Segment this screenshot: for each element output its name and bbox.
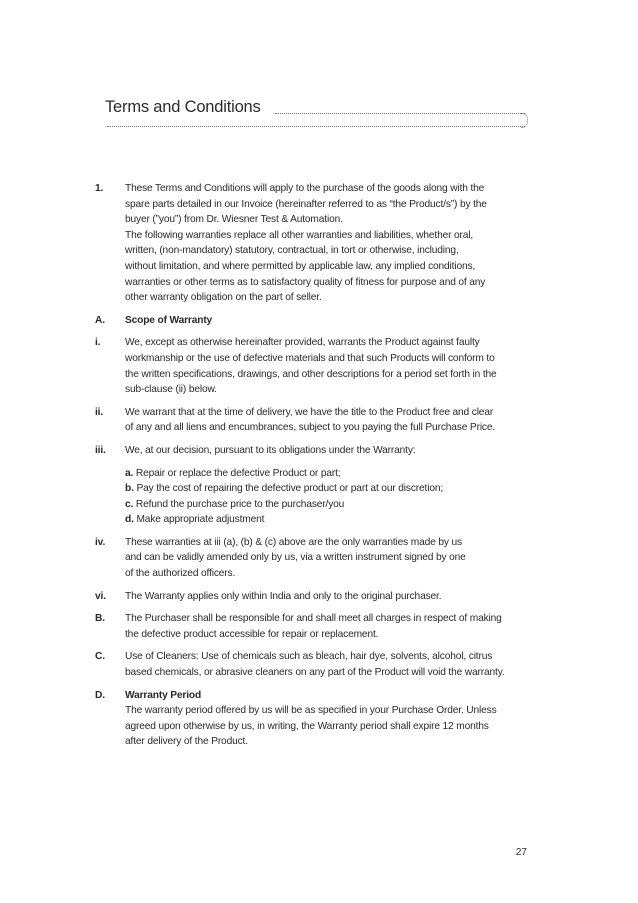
clause-line: These Terms and Conditions will apply to the purchase of the goods along with the (125, 183, 485, 194)
clause-line: without limitation, and where permitted by applicable law, any implied conditions, (125, 260, 476, 272)
remedy-label: c. (125, 498, 134, 510)
remedy-text: Repair or replace the defective Product or part; (135, 467, 341, 479)
remedy-label: a. (125, 467, 134, 479)
clause-line: after delivery of the Product. (125, 736, 248, 748)
clause-line: the written specifications, drawings, and other descriptions for a period set forth in the (125, 368, 497, 380)
clause-line: of any and all liens and encumbrances, subject to you paying the full Purchase Price. (125, 422, 496, 434)
section-a-heading (95, 313, 540, 329)
clause-text (125, 443, 540, 528)
title-dotted-corner (521, 113, 528, 128)
terms-list (95, 181, 540, 757)
clause-line: based chemicals, or abrasive cleaners on any part of the Product will void the warranty. (125, 667, 505, 679)
remedy-text: Refund the purchase price to the purchaser/you (135, 498, 345, 510)
section-marker: A. (95, 314, 105, 326)
remedy-label: b. (125, 483, 134, 495)
clause-text (125, 589, 540, 605)
remedy-text: Make appropriate adjustment (136, 514, 265, 526)
clause-line: We, at our decision, pursuant to its obligations under the Warranty: (125, 444, 416, 456)
clause-ii (95, 405, 540, 436)
clause-text (125, 405, 540, 436)
clause-vi (95, 589, 540, 605)
clause-line: The Warranty applies only within India and only to the original purchaser. (125, 590, 442, 602)
clause-text (125, 649, 540, 680)
clause-d (95, 688, 540, 750)
clause-marker: C. (95, 651, 105, 663)
clause-line: and can be validly amended only by us, via a written instrument signed by one (125, 552, 466, 564)
clause-text (125, 181, 540, 306)
remedy-list (125, 466, 540, 528)
clause-line: the defective product accessible for repair or replacement. (125, 628, 379, 640)
clause-line: sub-clause (ii) below. (125, 384, 217, 396)
clause-line: warranties or other terms as to satisfactory quality of fitness for purpose and of any (125, 276, 486, 288)
clause-i (95, 335, 540, 397)
clause-line: workmanship or the use of defective materials and that such Products will conform to (125, 352, 495, 364)
remedy-item (125, 481, 540, 497)
clause-line: written, (non-mandatory) statutory, contractual, in tort or otherwise, including, (125, 245, 459, 257)
clause-line: These warranties at iii (a), (b) & (c) above are the only warranties made by us (125, 536, 462, 548)
clause-1 (95, 181, 540, 306)
clause-line: We, except as otherwise hereinafter provided, warrants the Product against faulty (125, 337, 480, 349)
clause-iii (95, 443, 540, 528)
title-dotted-underline (107, 126, 525, 127)
clause-marker: ii. (95, 406, 104, 418)
clause-line: Use of Cleaners: Use of chemicals such as bleach, hair dye, solvents, alcohol, citrus (125, 651, 493, 663)
clause-text (125, 335, 540, 397)
clause-line: other warranty obligation on the part of seller. (125, 292, 322, 304)
title-block (105, 98, 528, 128)
clause-marker: i. (95, 337, 101, 349)
section-heading: Warranty Period (125, 689, 202, 701)
page-title: Terms and Conditions (105, 98, 261, 116)
clause-line: The following warranties replace all other warranties and liabilities, whether oral, (125, 229, 474, 241)
clause-marker: iii. (95, 444, 106, 456)
clause-marker: vi. (95, 590, 106, 602)
remedy-label: d. (125, 514, 134, 526)
clause-text (125, 688, 540, 750)
clause-line: spare parts detailed in our Invoice (hereinafter referred to as “the Product/s”) by the (125, 198, 487, 210)
clause-line: agreed upon otherwise by us, in writing, the Warranty period shall expire 12 months (125, 720, 489, 732)
clause-iv (95, 535, 540, 582)
page-number: 27 (515, 847, 527, 858)
clause-c (95, 649, 540, 680)
remedy-item (125, 512, 540, 528)
clause-line: The warranty period offered by us will be as specified in your Purchase Order. Unless (125, 705, 497, 717)
remedy-text: Pay the cost of repairing the defective product or part at our discretion; (136, 483, 444, 495)
remedy-item (125, 466, 540, 482)
clause-b (95, 611, 540, 642)
clause-marker: D. (95, 689, 105, 701)
remedy-item (125, 497, 540, 513)
clause-line: We warrant that at the time of delivery, we have the title to the Product free and clear (125, 406, 494, 418)
clause-line: buyer (”you”) from Dr. Wiesner Test & Automation. (125, 214, 343, 226)
clause-text (125, 611, 540, 642)
title-dotted-rule (275, 113, 525, 114)
clause-marker: B. (95, 613, 105, 625)
clause-line: The Purchaser shall be responsible for and shall meet all charges in respect of making (125, 613, 502, 625)
clause-text (125, 535, 540, 582)
clause-marker: iv. (95, 536, 106, 548)
clause-line: of the authorized officers. (125, 568, 236, 580)
section-heading: Scope of Warranty (125, 314, 213, 326)
clause-marker: 1. (95, 183, 104, 194)
